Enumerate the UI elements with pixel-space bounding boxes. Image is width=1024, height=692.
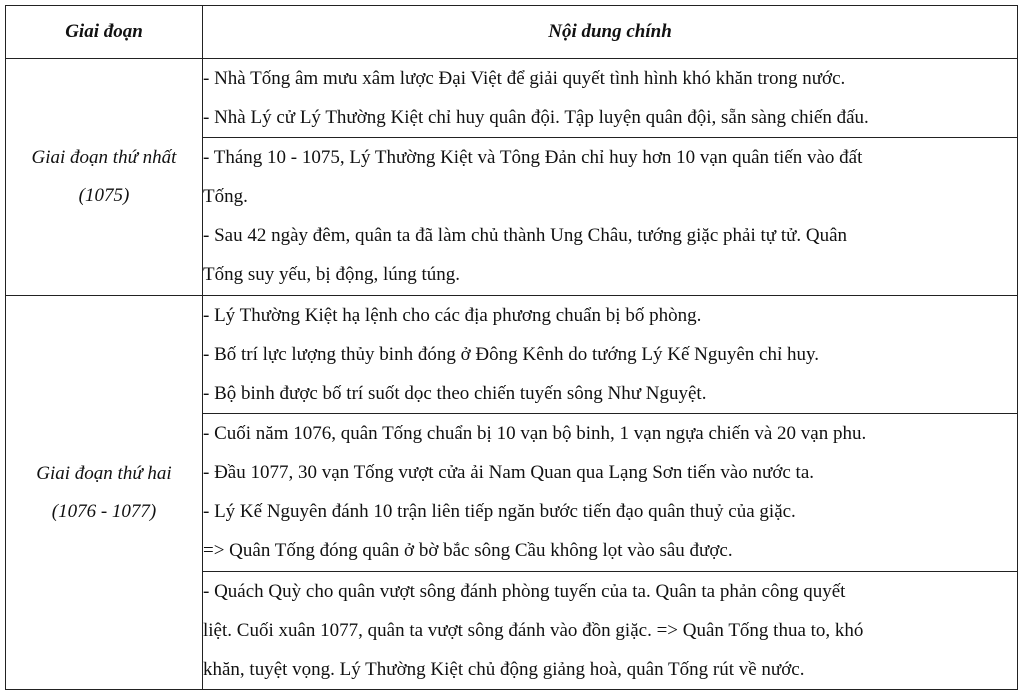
content-line: - Nhà Lý cử Lý Thường Kiệt chỉ huy quân đội. Tập luyện quân đội, sẵn sàng chiến đấu. bbox=[203, 107, 869, 128]
content-cell bbox=[203, 138, 1018, 296]
table-row bbox=[6, 59, 1018, 138]
content-line: - Quách Quỳ cho quân vượt sông đánh phòng tuyến của ta. Quân ta phản công quyết bbox=[203, 581, 846, 602]
content-line: Tống. bbox=[203, 186, 248, 207]
content-cell bbox=[203, 296, 1018, 414]
stage-name: Giai đoạn thứ hai bbox=[36, 462, 172, 484]
stage-cell-2 bbox=[6, 296, 203, 690]
history-table bbox=[5, 5, 1018, 690]
content-line: Tống suy yếu, bị động, lúng túng. bbox=[203, 264, 461, 285]
table-row bbox=[6, 296, 1018, 414]
content-line: - Lý Kế Nguyên đánh 10 trận liên tiếp ngăn bước tiến đạo quân thuỷ của giặc. bbox=[203, 501, 796, 522]
content-cell bbox=[203, 59, 1018, 138]
stage-cell-1 bbox=[6, 59, 203, 296]
content-line: khăn, tuyệt vọng. Lý Thường Kiệt chủ động giảng hoà, quân Tống rút về nước. bbox=[203, 659, 805, 680]
stage-name: Giai đoạn thứ nhất bbox=[31, 147, 177, 168]
content-line: - Tháng 10 - 1075, Lý Thường Kiệt và Tông Đản chỉ huy hơn 10 vạn quân tiến vào đất bbox=[203, 147, 863, 168]
content-line: - Đầu 1077, 30 vạn Tống vượt cửa ải Nam Quan qua Lạng Sơn tiến vào nước ta. bbox=[203, 462, 815, 483]
content-line: - Nhà Tống âm mưu xâm lược Đại Việt để giải quyết tình hình khó khăn trong nước. bbox=[203, 68, 846, 89]
stage-years: (1076 - 1077) bbox=[51, 500, 157, 522]
content-line: liệt. Cuối xuân 1077, quân ta vượt sông đánh vào đồn giặc. => Quân Tống thua to, khó bbox=[203, 620, 864, 641]
content-cell bbox=[203, 414, 1018, 572]
stage-years: (1075) bbox=[78, 185, 130, 206]
content-line: - Sau 42 ngày đêm, quân ta đã làm chủ thành Ung Châu, tướng giặc phải tự tử. Quân bbox=[203, 225, 848, 246]
content-line: - Bộ binh được bố trí suốt dọc theo chiến tuyến sông Như Nguyệt. bbox=[203, 383, 707, 404]
content-line: => Quân Tống đóng quân ở bờ bắc sông Cầu không lọt vào sâu được. bbox=[203, 540, 733, 561]
header-content: Nội dung chính bbox=[203, 6, 1018, 59]
content-line: - Bố trí lực lượng thủy binh đóng ở Đông Kênh do tướng Lý Kế Nguyên chỉ huy. bbox=[203, 344, 820, 365]
header-row bbox=[6, 6, 1018, 59]
content-line: - Cuối năm 1076, quân Tống chuẩn bị 10 vạn bộ binh, 1 vạn ngựa chiến và 20 vạn phu. bbox=[203, 423, 867, 444]
content-cell bbox=[203, 572, 1018, 690]
content-line: - Lý Thường Kiệt hạ lệnh cho các địa phương chuẩn bị bố phòng. bbox=[203, 305, 702, 326]
header-stage: Giai đoạn bbox=[6, 6, 203, 59]
